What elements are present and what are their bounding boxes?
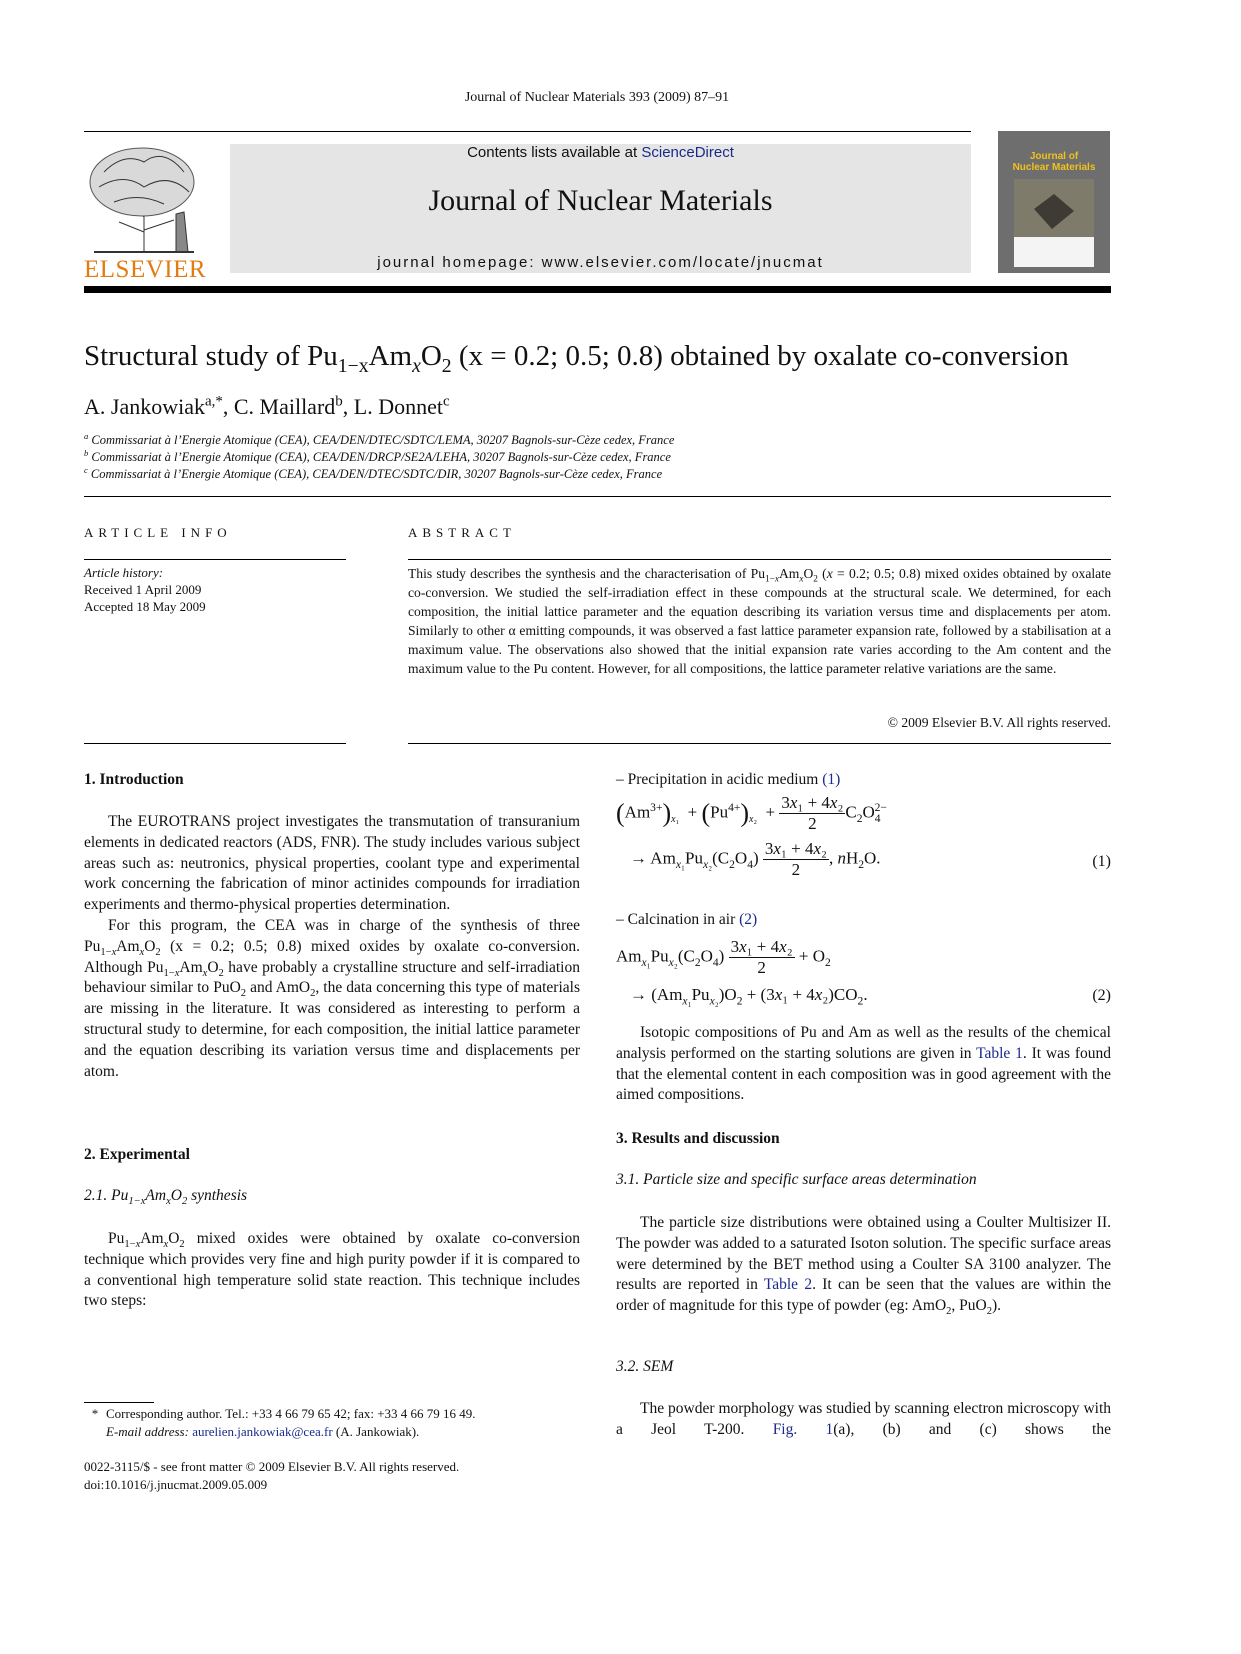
elsevier-tree-icon (84, 142, 204, 254)
eq2-number: (2) (1092, 987, 1111, 1004)
author-sup: a,* (204, 393, 223, 410)
subheading-prefix: 2.1. Pu (84, 1187, 129, 1204)
footnote-star: * (91, 1406, 99, 1421)
affiliations (84, 432, 674, 483)
subheading-suffix: synthesis (187, 1187, 248, 1204)
cover-title (998, 151, 1110, 173)
journal-cover (998, 131, 1110, 273)
isotopic-part: . It was found that the elemental content in each composition was in good agreement with the aimed compositions. (616, 1044, 1111, 1104)
equation-1 (616, 793, 1111, 883)
abstract-text: This study describes the synthesis and the characterisation of $Pu_{1-x}Am_xO_2$ (x = 0.2; 0.5; 0.8) mixed oxides obtained by oxalate co-conversion. We studied the self-irradiation effect in these compounds at the structural scale. We determined, for each composition, the initial lattice parameter and the equation describing its variation versus time and displacements per atom. Similarly to other α emitting compounds, it was observed a fast lattice parameter expansion rate, followed by a stabilisation at a maximum value. The observations also showed that the initial expansion rate varies according to the Am content and the maximum value to the Pu content. However, for all compositions, the lattice parameter relative variations are the same. (408, 566, 1111, 676)
authors: A. Jankowiak$^{a,*}$, C. Maillard$^b$, L. Donnet$^c$ (84, 393, 450, 419)
intro-p2-part: , the data concerning this type of materials are missing in the literature. It was considered as interesting to perform a structural study to determine, for each composition, the initial lattice parameter and the equation describing its variation versus time and displacements per atom. (84, 979, 580, 1080)
eq2-ref-link[interactable]: (2) (739, 911, 758, 928)
accepted-date: Accepted 18 May 2009 (84, 599, 206, 614)
eq2-line1: $Am_{x_1}Pu_{x_2}(C_2O_4)$ $\frac{\text{3x₁ + 4x₂}}{2}$ + $O_2$ (616, 937, 831, 977)
cover-title-line1: Journal of (1029, 151, 1079, 162)
affiliation-rule (84, 496, 1111, 497)
journal-name: Journal of Nuclear Materials (428, 184, 773, 217)
step2-label (616, 911, 757, 929)
step2-text: – Calcination in air (616, 911, 740, 928)
sec31-part: The particle size distributions were obtained using a Coulter Multisizer II. The powder was added to a saturated Isoton solution. The specific surface areas were determined by the BET method using a Coulter SA 3100 analyzer. The results are reported in (616, 1214, 1111, 1294)
intro-p2-part: (x = 0.2; 0.5; 0.8) mixed oxides by oxalate co-conversion. Although Pu (84, 937, 580, 976)
sec31-part: , PuO (951, 1297, 987, 1315)
title-mid2: O (420, 340, 442, 372)
introduction-heading: 1. Introduction (84, 771, 184, 788)
section-3-2-body (616, 1399, 1111, 1441)
sec31-part: . It can be seen that the values are within the order of magnitude for this type of powder (eg: AmO (616, 1276, 1111, 1315)
section-3-2-heading: 3.2. SEM (616, 1358, 674, 1375)
sec32-part: The powder morphology was studied by scanning electron microscopy with a Jeol T-200. (616, 1400, 1111, 1438)
results-heading: 3. Results and discussion (616, 1130, 780, 1147)
eq2-line2: → $(Am_{x_1}Pu_{x_2})O_2 + (3x_1 + 4x_2)CO_2$. (630, 985, 868, 1008)
eq1-ref-link[interactable]: (1) (822, 771, 841, 788)
header-thick-rule (84, 286, 1111, 293)
cover-image (1014, 179, 1094, 237)
elsevier-logo (84, 142, 207, 283)
author-name: A. Jankowiak (84, 394, 205, 419)
synthesis-subheading: 2.1. $Pu_{1-x}Am_xO_2$ synthesis (84, 1187, 248, 1208)
abstract-bottom-rule (408, 743, 1111, 744)
table2-link[interactable]: Table 2 (763, 1276, 813, 1294)
cover-title-line2: Nuclear Materials (1012, 162, 1096, 173)
title-sub3: 2 (441, 354, 452, 377)
email-link[interactable]: aurelien.jankowiak@cea.fr (192, 1424, 333, 1439)
eq1-line2: → $Am_{x_1}Pu_{x_2}(C_2O_4)$ $\frac{\text{3x₁ + 4x₂}}{2}$ , $nH_2O$. (630, 839, 881, 879)
affiliation-text: Commissariat à l’Energie Atomique (CEA), CEA/DEN/DRCP/SE2A/LEHA, 30207 Bagnols-sur-Cèze cedex, France (91, 450, 671, 464)
isotopic-text (616, 1023, 1111, 1106)
article-title (84, 340, 1124, 377)
table1-link[interactable]: Table 1 (976, 1044, 1023, 1062)
contents-line (230, 144, 971, 161)
sec31-text: The particle size distributions were obtained using a Coulter Multisizer II. The powder was added to a saturated Isoton solution. The specific surface areas were determined by the BET method using a Coulter SA 3100 analyzer. The results are reported in Table 2. It can be seen that the values are within the order of magnitude for this type of powder (eg: AmO$_2$, PuO$_2$). (616, 1214, 1111, 1318)
section-3-1-body (616, 1213, 1111, 1317)
email-line (84, 1423, 584, 1441)
synthesis-part: mixed oxides were obtained by oxalate co-conversion technique which provides very fine and high purity powder if it is compared to a conventional high temperature solid state reaction. This technique includes two steps: (84, 1230, 580, 1310)
affiliation-line (84, 432, 674, 449)
intro-p2-part: have probably a crystalline structure and self-irradiation behaviour similar to PuO (84, 958, 580, 997)
author-sup: c (442, 393, 450, 410)
eq1-line1: $(Am^{3+})_{x_1} + (Pu^{4+})_{x_2}$ + $\frac{\text{3x₁ + 4x₂}}{2}$ $C_2O_4^{2-}$ (616, 793, 887, 833)
sec32-part: (a), (b) and (c) shows the (833, 1420, 1111, 1438)
affiliation-text: Commissariat à l’Energie Atomique (CEA), CEA/DEN/DTEC/SDTC/LEMA, 30207 Bagnols-sur-Cèze cedex, France (91, 433, 675, 447)
affiliation-key: b (84, 447, 89, 458)
author-sup: b (335, 393, 343, 410)
contents-prefix: Contents lists available at (467, 144, 642, 161)
issn-line: 0022-3115/$ - see front matter © 2009 Elsevier B.V. All rights reserved. (84, 1459, 460, 1474)
footnote (84, 1405, 584, 1441)
journal-homepage[interactable]: journal homepage: www.elsevier.com/locate/jnucmat (377, 254, 824, 271)
sciencedirect-link[interactable]: ScienceDirect (641, 144, 734, 161)
title-mid1: Am (368, 340, 413, 372)
elsevier-wordmark: ELSEVIER (84, 256, 207, 283)
author-name: C. Maillard (233, 394, 336, 419)
synthesis-body (84, 1229, 580, 1312)
step1-text: – Precipitation in acidic medium (616, 771, 823, 788)
equation-2 (616, 937, 1111, 1009)
header-top-rule (84, 131, 971, 132)
history-label: Article history: (84, 565, 164, 580)
introduction-body (84, 812, 580, 1082)
intro-p2-part: and AmO (246, 979, 311, 997)
intro-paragraph-1: The EUROTRANS project investigates the transmutation of transuranium elements in dedicated reactors (ADS, FNR). The study includes various subject areas such as: neutronics, physical properties, coolant type and experimental work concerning the fabrication of minor actinides compounds for irradiation experiments and thermo-physical properties determination. (84, 813, 580, 914)
abstract-rule (408, 559, 1111, 560)
email-suffix: (A. Jankowiak). (332, 1424, 420, 1439)
journal-citation: Journal of Nuclear Materials 393 (2009) 87–91 (464, 90, 730, 105)
title-sub1: 1−x (337, 354, 369, 377)
article-history (84, 564, 206, 615)
article-info-heading: ARTICLE INFO (84, 525, 232, 540)
intro-paragraph-2: For this program, the CEA was in charge of the synthesis of three $Pu_{1-x}Am_xO_2$ (x = 0.2; 0.5; 0.8) mixed oxides by oxalate co-conversion. Although $Pu_{1-x}Am_xO_2$ have probably a crystalline structure and self-irradiation behaviour similar to PuO$_2$ and AmO$_2$, the data concerning this type of materials are missing in the literature. It was considered as interesting to perform a structural study to determine, for each composition, the initial lattice parameter and the equation describing its variation versus time and displacements per atom. (84, 916, 580, 1080)
sec32-text (616, 1399, 1111, 1441)
fig1-link[interactable]: Fig. 1 (772, 1420, 834, 1438)
synthesis-part: Pu (108, 1230, 125, 1247)
affiliation-line (84, 449, 674, 466)
affiliation-text: Commissariat à l’Energie Atomique (CEA), CEA/DEN/DTEC/SDTC/DIR, 30207 Bagnols-sur-Cèze cedex, France (90, 467, 663, 481)
sec31-part: ). (992, 1297, 1002, 1315)
email-label: E-mail address: (106, 1424, 193, 1439)
front-matter (84, 1458, 459, 1494)
article-info-rule (84, 559, 346, 560)
affiliation-line (84, 466, 674, 483)
journal-banner (230, 144, 971, 273)
affiliation-key: a (84, 430, 89, 441)
received-date: Received 1 April 2009 (84, 582, 202, 597)
abstract-heading: ABSTRACT (408, 525, 516, 540)
abstract-part: mixed oxides obtained by oxalate co-conversion. We studied the self-irradiation effect in these compounds at the structural scale. We determined, for each composition, the initial lattice parameter and the equation describing its variation versus time and displacements per atom. Similarly to other α emitting compounds, it was observed a fast lattice parameter expansion rate, followed by a stabilisation at a maximum value. The observations also showed that the initial expansion rate varies according to the Am content and the maximum value to the Pu content. However, for all compositions, the lattice parameter relative variations are the same. (408, 566, 1111, 676)
section-3-1-heading: 3.1. Particle size and specific surface areas determination (616, 1171, 977, 1188)
doi-line[interactable]: doi:10.1016/j.jnucmat.2009.05.009 (84, 1477, 268, 1492)
title-sub2: x (412, 354, 421, 377)
step1-label (616, 771, 840, 789)
abstract-copyright: © 2009 Elsevier B.V. All rights reserved. (887, 715, 1111, 730)
isotopic-paragraph (616, 1023, 1111, 1106)
intro-p2-part: For this program, the CEA was in charge of the synthesis of three Pu (84, 916, 580, 955)
article-info-bottom-rule (84, 743, 346, 744)
eq1-number: (1) (1092, 853, 1111, 870)
affiliation-key: c (84, 464, 88, 475)
experimental-heading: 2. Experimental (84, 1146, 190, 1163)
footnote-rule (84, 1402, 154, 1403)
synthesis-paragraph: $Pu_{1-x}Am_xO_2$ mixed oxides were obtained by oxalate co-conversion technique which provides very fine and high purity powder if it is compared to a conventional high temperature solid state reaction. This technique includes two steps: (84, 1230, 580, 1310)
corresponding-author (84, 1405, 584, 1423)
footnote-text: Corresponding author. Tel.: +33 4 66 79 65 42; fax: +33 4 66 79 16 49. (106, 1406, 476, 1421)
title-prefix: Structural study of Pu (84, 340, 338, 372)
author-name: L. Donnet (353, 394, 443, 419)
cover-panel (1014, 237, 1094, 267)
isotopic-part: Isotopic compositions of Pu and Am as well as the results of the chemical analysis performed on the starting solutions are given in (616, 1024, 1111, 1062)
title-suffix: (x = 0.2; 0.5; 0.8) obtained by oxalate co-conversion (451, 340, 1069, 372)
abstract-part: This study describes the synthesis and the characterisation of Pu (408, 566, 766, 581)
